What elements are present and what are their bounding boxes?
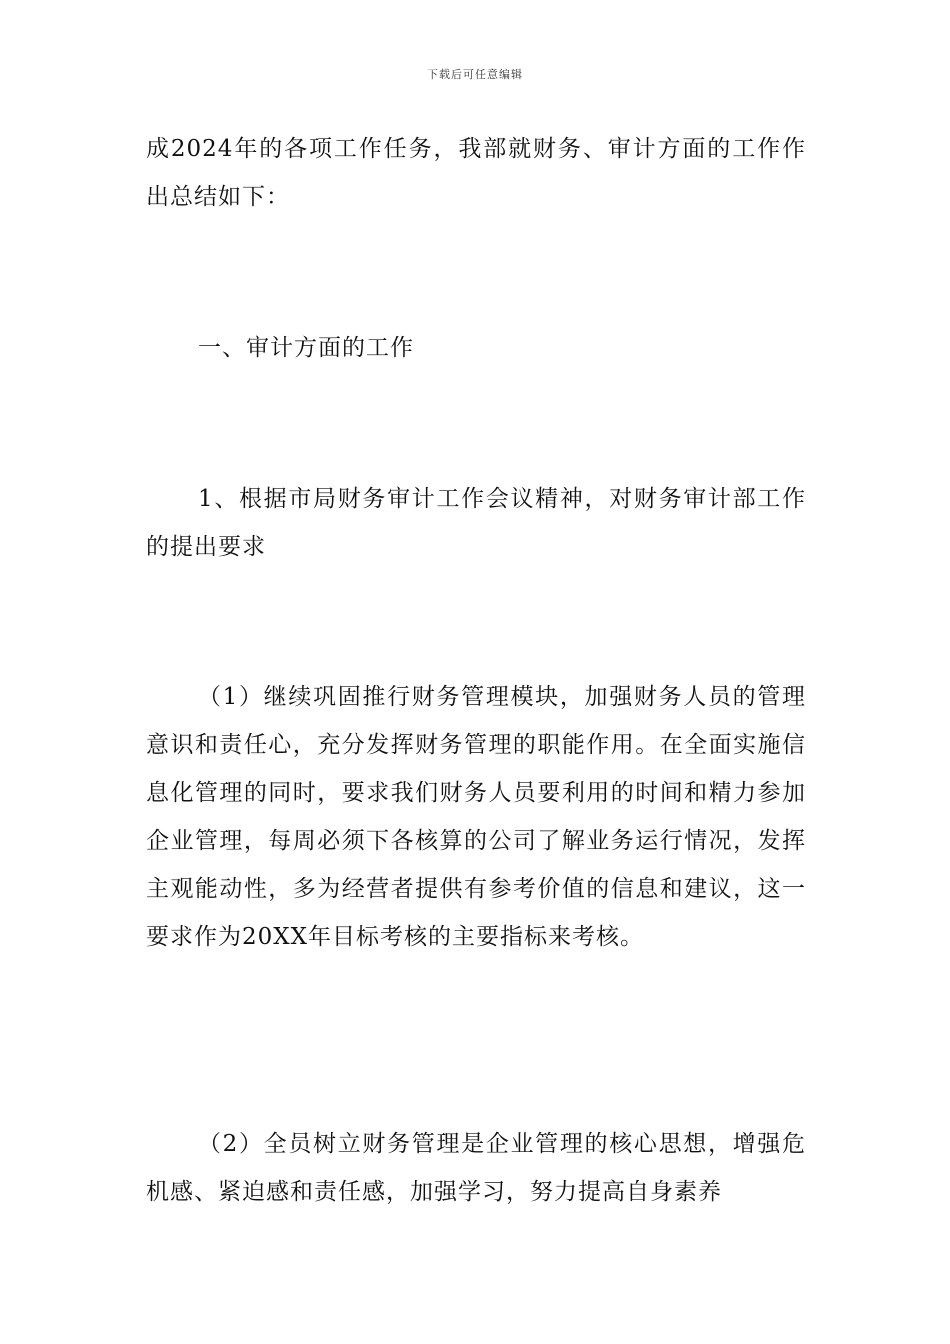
- paragraph-intro: 成2024年的各项工作任务，我部就财务、审计方面的工作作出总结如下：: [146, 136, 806, 210]
- paragraph-subitem-1: （1）继续巩固推行财务管理模块，加强财务人员的管理意识和责任心，充分发挥财务管理的职能作用。在全面实施信息化管理的同时，要求我们财务人员要利用的时间和精力参加企业管理，每周必须下各核算的公司了解业务运行情况，发挥主观能动性，多为经营者提供有参考价值的信息和建议，这一要求作为20XX年目标考核的主要指标来考核。: [146, 684, 806, 950]
- paragraph-subitem-2: （2）全员树立财务管理是企业管理的核心思想，增强危机感、紧迫感和责任感，加强学习，努力提高自身素养: [146, 1131, 806, 1205]
- section-heading-audit: 一、审计方面的工作: [198, 335, 414, 361]
- page-header: 下载后可任意编辑: [427, 68, 523, 81]
- paragraph-item-1: 1、根据市局财务审计工作会议精神，对财务审计部工作的提出要求: [146, 486, 806, 560]
